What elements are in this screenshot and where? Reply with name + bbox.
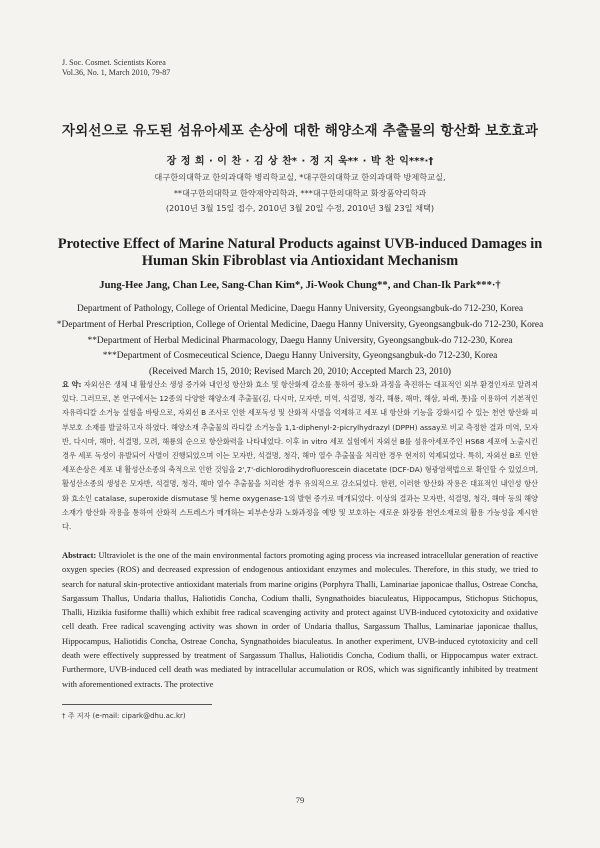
corresponding-author-footnote: † 주 저자 (e-mail: cipark@dhu.ac.kr) [62,712,186,720]
korean-abstract-label: 요 약: [62,380,82,389]
english-title-line: Human Skin Fibroblast via Antioxidant Mechanism [141,253,459,269]
english-abstract-label: Abstract: [62,550,97,560]
korean-title: 자외선으로 유도된 섬유아세포 손상에 대한 해양소재 추출물의 항산화 보호효과 [61,123,539,139]
english-affiliation-line: ***Department of Cosmeceutical Science, Daegu Hanny University, Gyeongsangbuk-do 712-230, Korea [102,351,498,362]
english-affiliations [0,302,600,381]
english-abstract-text: Ultraviolet is the one of the main environmental factors promoting aging process via increased intracellular generation of reactive oxygen species (ROS) and decreased expression of endogenous antioxidant enzymes and molecules. Therefore, in this study, we tried to search for natural skin-protective antioxidant materials from marine origins (Porphyra Thalli, Laminariae japonicae thallus, Ostreae Concha, Sargassum Thallus, Undaria thallus, Haliotidis Concha, Codium thalli, Syngnathoides biaculeatus, Hippocampus, Stichopus Stichopus, Thalli, Hizikia fusiforme thalli) which exhibit free radical scavenging activity and protect against UVB-induced cytotoxicity and oxidative cell death. Free radical scavenging activity was shown in order of Undaria thallus, Sargassum Thallus, Laminariae japonicae thallus, Hippocampus, Haliotidis Concha, Ostreae Concha, Syngnathoides biaculeatus. In another experiment, UVB-induced cytotoxicity and cell death were effectively suppressed by treatment of Sargassum Thallus, Haliotidis Concha, Codium thalli, or Hippocampus water extract. Furthermore, UVB-induced cell death was mediated by intracellular accumulation or ROS, which was significantly inhibited by treatment with aforementioned extracts. The protective [62,550,539,689]
footnote-divider [62,704,212,705]
english-affiliation-line: **Department of Herbal Medicinal Pharmacology, Daegu Hanny University, Gyeongsangbuk-do 712-230, Korea [87,335,513,346]
english-affiliation-line: Department of Pathology, College of Oriental Medicine, Daegu Hanny University, Gyeongsangbuk-do 712-230, Korea [76,304,524,314]
korean-affiliation-line: **대구한의대학교 한약재약리학과, ***대구한의대학교 화장품약리학과 [173,187,427,198]
korean-authors: 장 정 희 · 이 찬 · 김 상 찬* · 정 지 욱** · 박 찬 익***·† [166,156,434,167]
english-title [0,236,600,270]
english-affiliation-line: *Department of Herbal Prescription, College of Oriental Medicine, Daegu Hanny University, Gyeongsangbuk-do 712-230, Korea [56,319,544,330]
journal-header [62,58,170,78]
korean-affiliations [0,170,600,217]
english-title-line: Protective Effect of Marine Natural Products against UVB-induced Damages in [57,236,543,252]
korean-abstract-text: 자외선은 생체 내 활성산소 생성 증가와 내인성 항산화 효소 및 항산화제 감소를 통하여 광노화 과정을 촉진하는 대표적인 외부 환경인자로 알려져 있다. 그러므로, 본 연구에서는 12종의 다양한 해양소재 추출물(김, 다시마, 모자반, 미역, 석결명, 청각, 해룡, 해마, 해삼, 파래, 톳)을 이용하여 기본적인 자유라디칼 소거능 실험을 바탕으로, 자외선 B 조사로 인한 세포독성 및 산화적 사멸을 억제하고 세포 내 항산화 기능을 강화시킬 수 있는 천연 항산화 피부보호 소재를 발굴하고자 하였다. 해양소재 추출물의 라디칼 소거능을 1,1-diphenyl-2-picrylhydrazyl (DPPH) assay로 비교 측정한 결과 미역, 모자반, 다시마, 해마, 석결명, 모려, 해룡의 순으로 항산화력을 나타내었다. 이후 in vitro 세포 실험에서 자외선 B를 섬유아세포주인 HS68 세포에 노출시킨 경우 세포 독성이 유발되어 사멸이 진행되었으며 이는 모자반, 석결명, 청각, 해마 열수 추출물을 처리한 경우 현저히 억제되었다. 특히, 자외선 B로 인한 세포손상은 세포 내 활성산소종의 축적으로 인한 것임을 2',7'-dichlorodihydrofluorescein diacetate (DCF-DA) 형광염색법으로 확인할 수 있었으며, 활성산소종의 생성은 모자반, 석결명, 청각, 해마 열수 추출물을 처리한 경우 유의적으로 감소되었다. 한편, 이러한 항산화 작용은 대표적인 내인성 항산화 효소인 catalase, superoxide dismutase 및 heme oxygenase-1의 발현 증가로 매개되었다. 이상의 결과는 모자반, 석결명, 청각, 해마 등의 해양소재가 항산화 작용을 통하여 산화적 스트레스가 매개하는 피부손상과 노화과정을 예방 및 보호하는 새로운 화장품 천연소재로의 활용 가능성을 제시한다. [62,380,539,532]
page-number: 79 [295,795,305,805]
korean-abstract [62,378,538,534]
english-authors: Jung-Hee Jang, Chan Lee, Sang-Chan Kim*, Ji-Wook Chung**, and Chan-Ik Park***·† [99,280,501,291]
english-abstract [62,548,538,691]
korean-dates: (2010년 3월 15일 접수, 2010년 3월 20일 수정, 2010년 3월 23일 채택) [165,203,435,213]
journal-volume: Vol.36, No. 1, March 2010, 79-87 [62,68,171,77]
english-dates: (Received March 15, 2010; Revised March 20, 2010; Accepted March 23, 2010) [149,367,451,378]
journal-name: J. Soc. Cosmet. Scientists Korea [62,58,166,67]
korean-affiliation-line: 대구한의대학교 한의과대학 병리학교실, *대구한의대학교 한의과대학 방제학교실, [154,172,446,182]
